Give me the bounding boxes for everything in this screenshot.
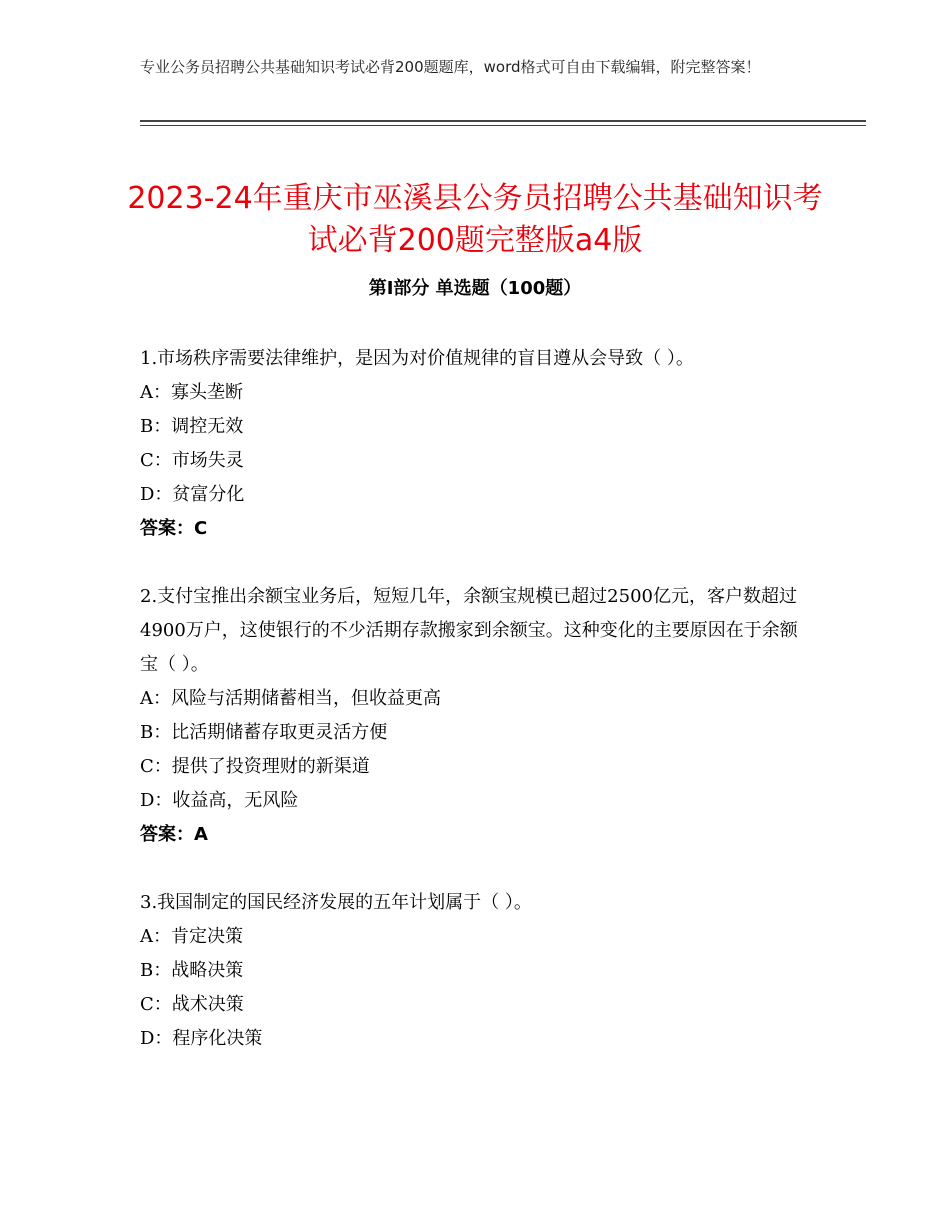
option-c: C：提供了投资理财的新渠道: [140, 756, 370, 777]
option-b: B：比活期储蓄存取更灵活方便: [140, 722, 388, 743]
option-a: A：肯定决策: [140, 926, 243, 947]
header-divider-thick: [140, 120, 866, 122]
option-d: D：程序化决策: [140, 1028, 263, 1049]
question-stem: 2.支付宝推出余额宝业务后，短短几年，余额宝规模已超过2500亿元，客户数超过4900万户，这使银行的不少活期存款搬家到余额宝。这种变化的主要原因在于余额宝（ ）。: [140, 586, 798, 675]
option-c: C：战术决策: [140, 994, 244, 1015]
answer-label: 答案：C: [140, 518, 208, 539]
question-list: [140, 342, 800, 1090]
document-title: 2023-24年重庆市巫溪县公务员招聘公共基础知识考试必背200题完整版a4版: [127, 181, 823, 259]
option-d: D：收益高，无风险: [140, 790, 299, 811]
answer-label: 答案：A: [140, 824, 208, 845]
option-c: C：市场失灵: [140, 450, 244, 471]
option-b: B：战略决策: [140, 960, 244, 981]
question-2: [140, 580, 800, 852]
option-a: A：寡头垄断: [140, 382, 243, 403]
option-a: A：风险与活期储蓄相当，但收益更高: [140, 688, 441, 709]
question-1: [140, 342, 800, 546]
option-d: D：贫富分化: [140, 484, 245, 505]
header-note: 专业公务员招聘公共基础知识考试必背200题题库，word格式可自由下载编辑，附完整答案！: [140, 58, 761, 76]
question-stem: 1.市场秩序需要法律维护，是因为对价值规律的盲目遵从会导致（ ）。: [140, 348, 694, 369]
option-b: B：调控无效: [140, 416, 244, 437]
question-stem: 3.我国制定的国民经济发展的五年计划属于（ ）。: [140, 892, 532, 913]
section-heading: 第Ⅰ部分 单选题（100题）: [368, 278, 582, 299]
question-3: [140, 886, 800, 1056]
header-divider-thin: [140, 125, 866, 126]
